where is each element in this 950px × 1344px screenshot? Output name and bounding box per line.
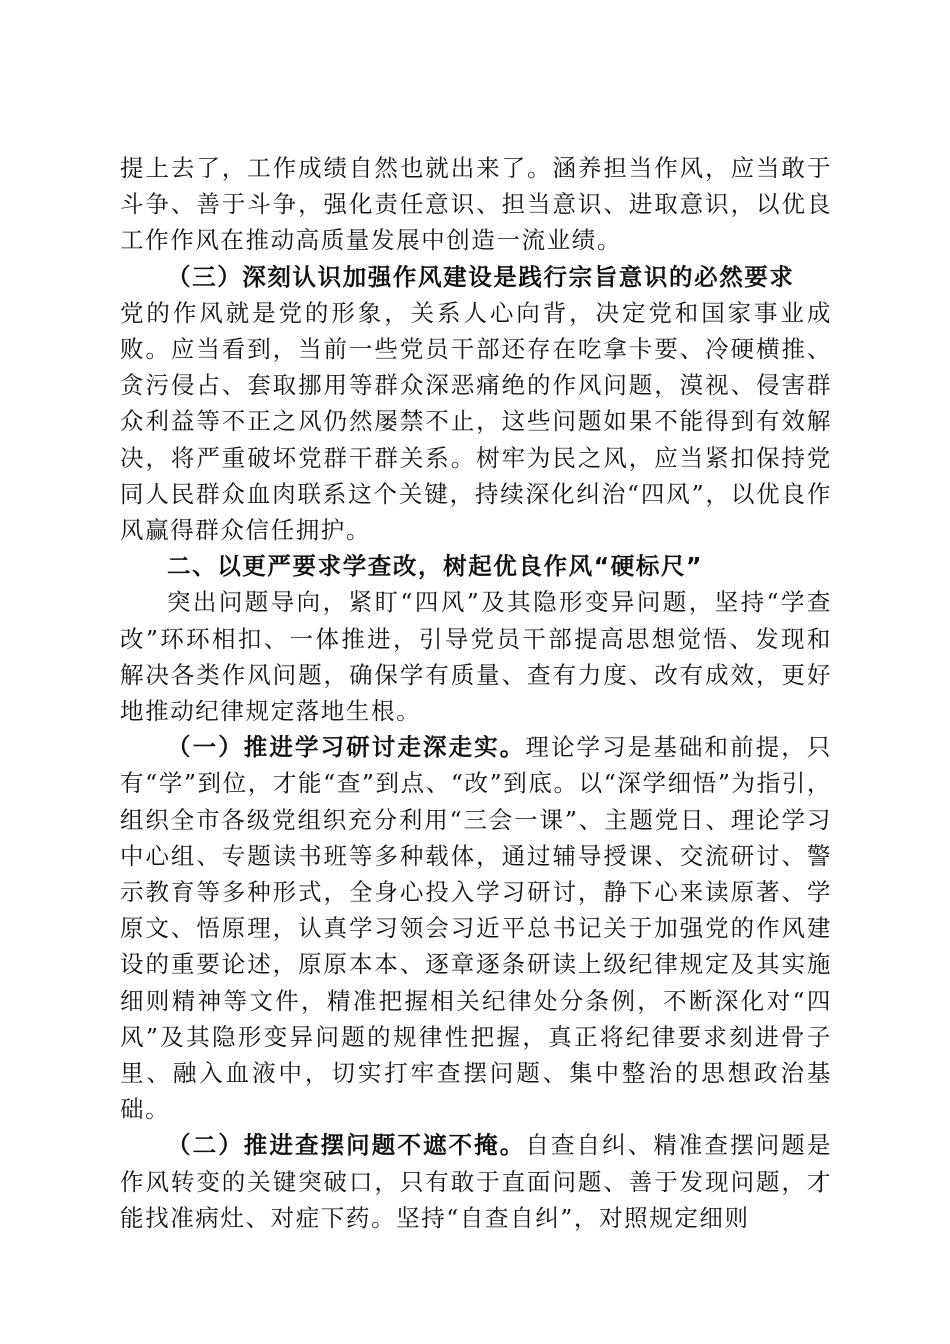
paragraph-party-style: 党的作风就是党的形象，关系人心向背，决定党和国家事业成败。应当看到，当前一些党员干部还存在吃拿卡要、冷硬横推、贪污侵占、套取挪用等群众深恶痛绝的作风问题，漠视、侵害群众利益等不正之风仍然屡禁不止，这些问题如果不能得到有效解决，将严重破坏党群干群关系。树牢为民之风，应当紧扣保持党同人民群众血肉联系这个关键，持续深化纠治“四风”，以优良作风赢得群众信任拥护。 bbox=[120, 298, 832, 545]
document-page bbox=[120, 150, 832, 1236]
subheading-one: （一）推进学习研讨走深走实。 bbox=[167, 733, 526, 762]
subheading-two: （二）推进查摆问题不遮不掩。 bbox=[167, 1131, 526, 1160]
paragraph-study-body: 理论学习是基础和前提，只有“学”到位，才能“查”到点、“改”到底。以“深学细悟”为指引，组织全市各级党组织充分利用“三会一课”、主题党日、理论学习中心组、专题读书班等多种载体，通过辅导授课、交流研讨、警示教育等多种形式，全身心投入学习研讨，静下心来读原著、学原文、悟原理，认真学习领会习近平总书记关于加强党的作风建设的重要论述，原原本本、逐章逐条研读上级纪律规定及其实施细则精神等文件，精准把握相关纪律处分条例，不断深化对“四风”及其隐形变异问题的规律性把握，真正将纪律要求刻进骨子里、融入血液中，切实打牢查摆问题、集中整治的思想政治基础。 bbox=[120, 733, 832, 1124]
paragraph-study bbox=[120, 729, 832, 1127]
paragraph-self-check bbox=[120, 1127, 832, 1236]
paragraph-problem-oriented: 突出问题导向，紧盯“四风”及其隐形变异问题，坚持“学查改”环环相扣、一体推进，引导党员干部提高思想觉悟、发现和解决各类作风问题，确保学有质量、查有力度、改有成效，更好地推动纪律规定落地生根。 bbox=[120, 588, 832, 726]
paragraph-continuation: 提上去了，工作成绩自然也就出来了。涵养担当作风，应当敢于斗争、善于斗争，强化责任意识、担当意识、进取意识，以优良工作作风在推动高质量发展中创造一流业绩。 bbox=[120, 154, 832, 255]
paragraph-self-check-body: 自查自纠、精准查摆问题是作风转变的关键突破口，只有敢于直面问题、善于发现问题，才能找准病灶、对症下药。坚持“自查自纠”，对照规定细则 bbox=[120, 1131, 832, 1232]
subheading-three: （三）深刻认识加强作风建设是践行宗旨意识的必然要求 bbox=[167, 262, 795, 291]
section-heading-two: 二、以更严要求学查改，树起优良作风“硬标尺” bbox=[167, 552, 704, 581]
